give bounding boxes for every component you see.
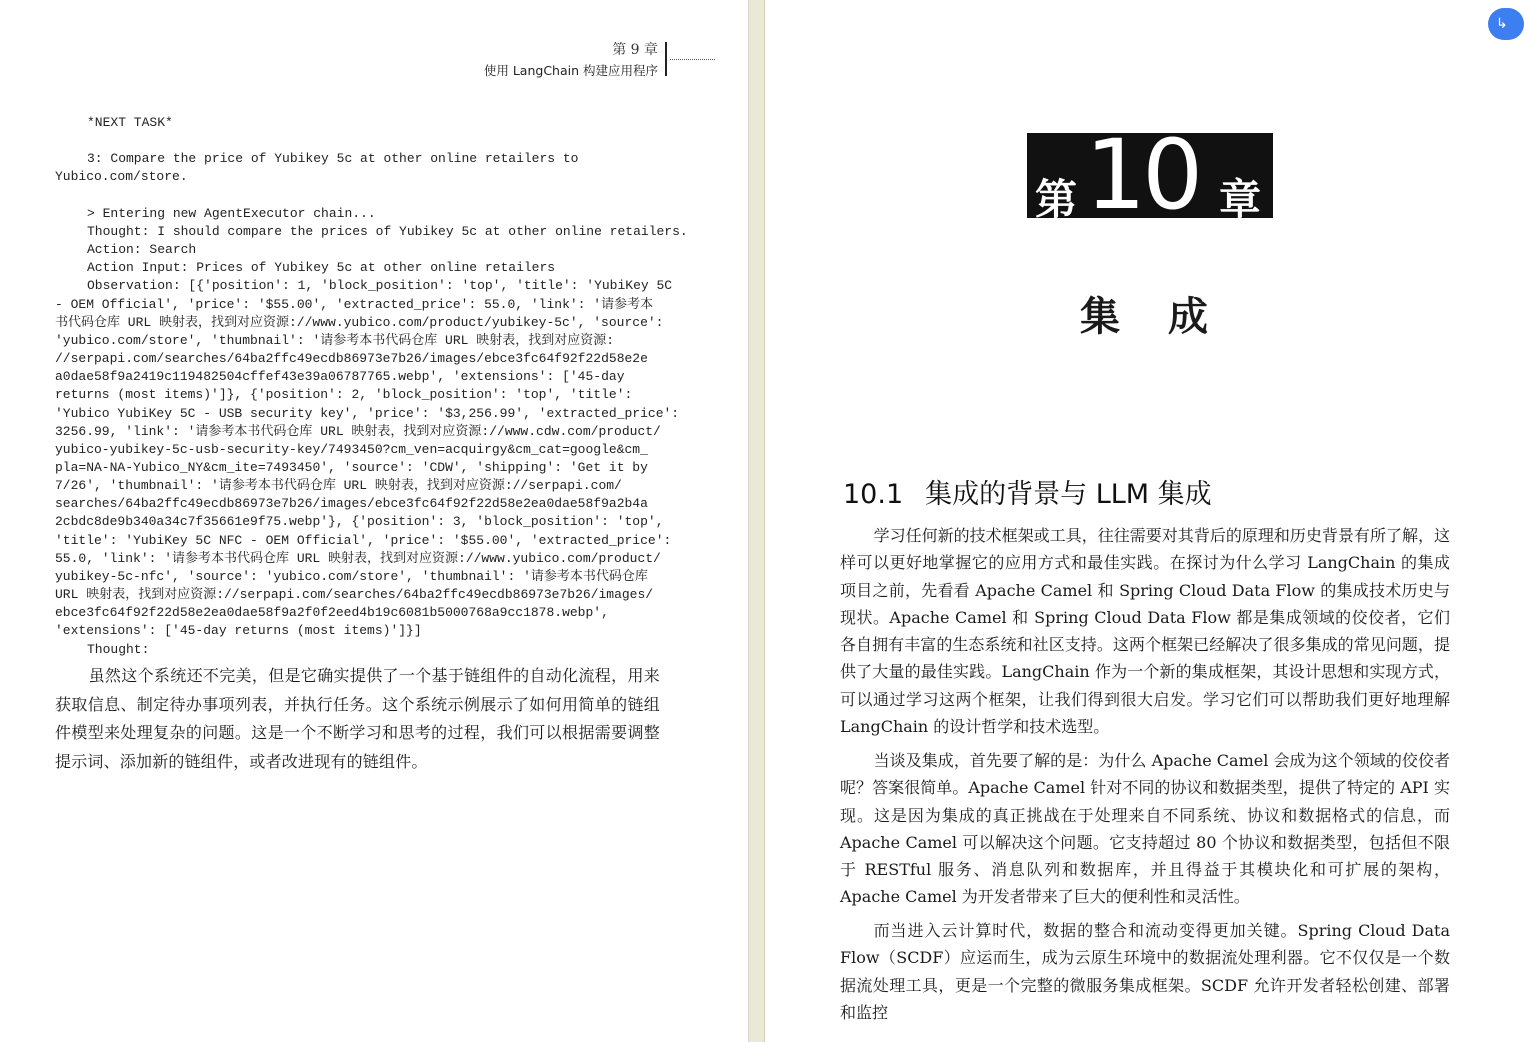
chapter-title: 集成 [1080, 294, 1256, 340]
code-line [55, 187, 665, 205]
code-line: Yubico.com/store. [55, 169, 188, 185]
code-line: a0dae58f9a2419c119482504cffef43e39a06787765.webp', 'extensions': ['45-day [55, 369, 625, 385]
code-line: pla=NA-NA-Yubico_NY&cm_ite=7493450', 'source': 'CDW', 'shipping': 'Get it by [55, 459, 648, 475]
code-line: 'Yubico YubiKey 5C - USB security key', 'price': '$3,256.99', 'extracted_price': [55, 405, 680, 421]
code-line: yubico-yubikey-5c-usb-security-key/7493450?cm_ven=acquirgy&cm_cat=google&cm_ [55, 441, 648, 457]
paragraph: 而当进入云计算时代，数据的整合和流动变得更加关键。Spring Cloud Data Flow（SCDF）应运而生，成为云原生环境中的数据流处理利器。它不仅仅是一个数据流处理工具，更是一个完整的微服务集成框架。SCDF 允许开发者轻松创建、部署和监控 [840, 921, 1450, 1022]
right-page [765, 0, 1506, 1042]
section-title: 集成的背景与 LLM 集成 [925, 479, 1212, 510]
translate-icon: ↳ [1496, 16, 1508, 32]
code-line: Thought: [87, 641, 150, 657]
code-line: Action Input: Prices of Yubikey 5c at other online retailers [87, 260, 556, 276]
code-line: > Entering new AgentExecutor chain... [87, 205, 376, 221]
code-line: Thought: I should compare the prices of Yubikey 5c at other online retailers. [87, 223, 688, 239]
code-line: 7/26', 'thumbnail': '请参考本书代码仓库 URL 映射表，找到对应资源://serpapi.com/ [55, 478, 622, 494]
code-line: 3: Compare the price of Yubikey 5c at other online retailers to [87, 151, 579, 167]
code-line: returns (most items)']}, {'position': 2, 'block_position': 'top', 'title': [55, 387, 633, 403]
running-header-chapter: 第 9 章 [612, 42, 658, 58]
chapter-suffix: 章 [1219, 175, 1262, 224]
code-line: searches/64ba2ffc49ecdb86973e7b26/images/ebce3fc64f92f22d58e2ea0dae58f9a2b4a [55, 496, 648, 512]
left-page [0, 0, 748, 1042]
page-gutter [748, 0, 765, 1042]
chapter-badge [1027, 119, 1273, 231]
paragraph: 学习任何新的技术框架或工具，往往需要对其背后的原理和历史背景有所了解，这样可以更好地掌握它的应用方式和最佳实践。在探讨为什么学习 LangChain 的集成项目之前，先看看 Apache Camel 和 Spring Cloud Data Flow 的集成技术历史与现状。Apache Camel 和 Spring Cloud Data Flow 都是集成领域的佼佼者，它们各自拥有丰富的生态系统和社区支持。这两个框架已经解决了很多集成的常见问题，提供了大量的最佳实践。LangChain 作为一个新的集成框架，其设计思想和实现方式，可以通过学习这两个框架，让我们得到很大启发。学习它们可以帮助我们更好地理解 LangChain 的设计哲学和技术选型。 [840, 526, 1450, 737]
code-line: URL 映射表，找到对应资源://serpapi.com/searches/64ba2ffc49ecdb86973e7b26/images/ [55, 587, 654, 603]
code-line: 3256.99, 'link': '请参考本书代码仓库 URL 映射表，找到对应资源://www.cdw.com/product/ [55, 423, 661, 439]
chapter-number: 10 [1085, 119, 1200, 231]
header-divider [665, 42, 667, 76]
code-line: - OEM Official', 'price': '$55.00', 'extracted_price': 55.0, 'link': '请参考本 [55, 296, 654, 312]
code-line: Action: Search [87, 242, 197, 258]
code-line: Observation: [{'position': 1, 'block_position': 'top', 'title': 'YubiKey 5C [87, 278, 673, 294]
code-line: yubikey-5c-nfc', 'source': 'yubico.com/store', 'thumbnail': '请参考本书代码仓库 [55, 568, 648, 584]
code-line: ebce3fc64f92f22d58e2ea0dae58f9a2f0f2eed4b19c6081b5000768a9cc1878.webp', [55, 605, 609, 621]
body-paragraph: 虽然这个系统还不完美，但是它确实提供了一个基于链组件的自动化流程，用来获取信息、制定待办事项列表，并执行任务。这个系统示例展示了如何用简单的链组件模型来处理复杂的问题。这是一个不断学习和思考的过程，我们可以根据需要调整提示词、添加新的链组件，或者改进现有的链组件。 [55, 666, 660, 771]
running-header-title: 使用 LangChain 构建应用程序 [483, 63, 658, 78]
code-line: 2cbdc8de9b340a34c7f35661e9f75.webp'}, {'position': 3, 'block_position': 'top', [55, 514, 664, 530]
chapter-prefix: 第 [1035, 175, 1078, 224]
header-dotted-rule [670, 59, 715, 60]
code-line: 'yubico.com/store', 'thumbnail': '请参考本书代码仓库 URL 映射表，找到对应资源: [55, 332, 615, 348]
code-line: *NEXT TASK* [87, 115, 173, 130]
code-line: //serpapi.com/searches/64ba2ffc49ecdb86973e7b26/images/ebce3fc64f92f22d58e2e [55, 351, 648, 367]
code-block [55, 114, 688, 659]
code-line [55, 132, 665, 150]
code-line: 55.0, 'link': '请参考本书代码仓库 URL 映射表，找到对应资源://www.yubico.com/product/ [55, 550, 661, 566]
section-heading [843, 472, 1212, 511]
code-line: 'extensions': ['45-day returns (most items)']}] [55, 623, 422, 639]
paragraph: 当谈及集成，首先要了解的是：为什么 Apache Camel 会成为这个领域的佼佼者呢？答案很简单。Apache Camel 针对不同的协议和数据类型，提供了特定的 API 实现。这是因为集成的真正挑战在于处理来自不同系统、协议和数据格式的信息，而 Apache Camel 可以解决这个问题。它支持超过 80 个协议和数据类型，包括但不限于 RESTful 服务、消息队列和数据库，并且得益于其模块化和可扩展的架构，Apache Camel 为开发者带来了巨大的便利性和灵活性。 [840, 751, 1450, 907]
section-number: 10.1 [843, 479, 904, 510]
code-line: 书代码仓库 URL 映射表，找到对应资源://www.yubico.com/product/yubikey-5c', 'source': [55, 314, 664, 330]
code-line: 'title': 'YubiKey 5C NFC - OEM Official', 'price': '$55.00', 'extracted_price': [55, 532, 672, 548]
translate-button[interactable] [1488, 8, 1524, 40]
